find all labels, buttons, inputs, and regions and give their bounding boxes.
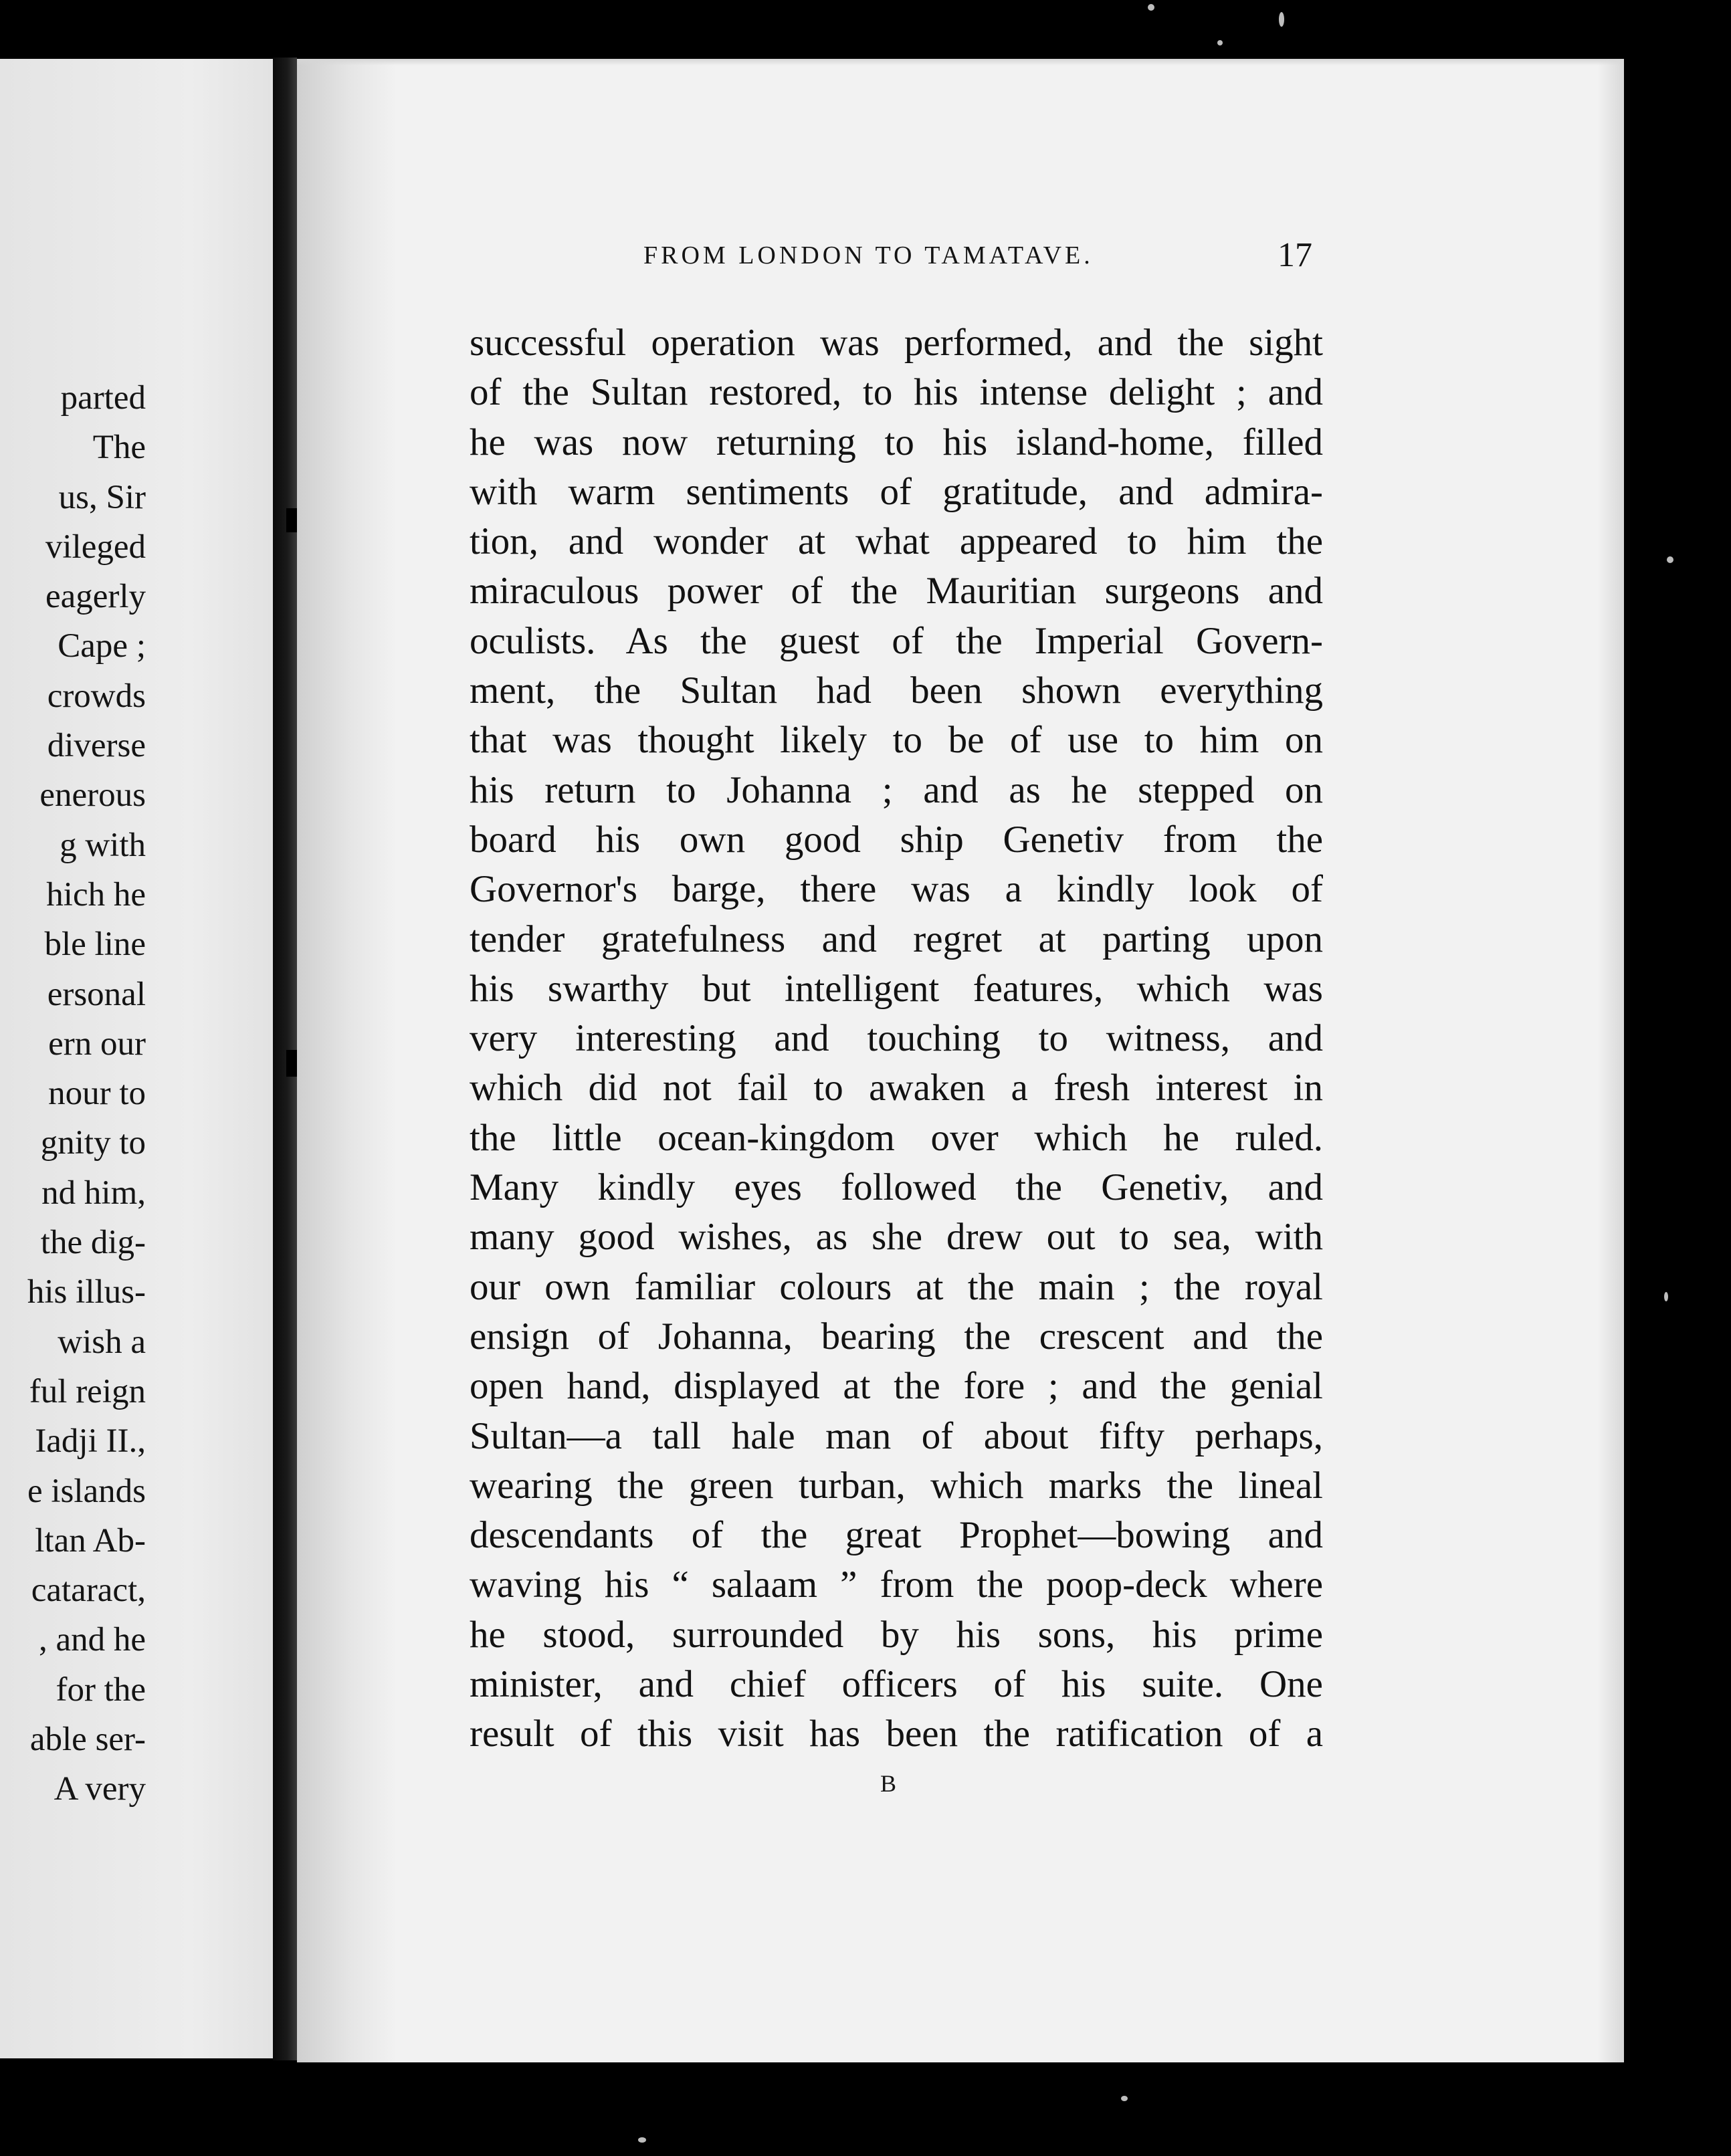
dust-speck [1279, 12, 1284, 27]
signature-mark: B [880, 1770, 897, 1797]
dust-speck [1664, 1292, 1668, 1301]
body-text-line: wearing the green turban, which marks the lineal [470, 1464, 1323, 1507]
body-text-line: ment, the Sultan had been shown everything [470, 669, 1323, 712]
body-text-line: Many kindly eyes followed the Genetiv, and [470, 1166, 1323, 1209]
body-text-line: result of this visit has been the ratification of a [470, 1713, 1323, 1755]
body-text-line: he stood, surrounded by his sons, his prime [470, 1613, 1323, 1656]
body-text-line: miraculous power of the Mauritian surgeons and [470, 570, 1323, 613]
body-text-line: oculists. As the guest of the Imperial Govern- [470, 619, 1323, 662]
body-text-line: of the Sultan restored, to his intense delight ; and [470, 371, 1323, 414]
body-text-line: our own familiar colours at the main ; the royal [470, 1265, 1323, 1308]
left-page-line: for the [56, 1670, 146, 1709]
body-text-line: very interesting and touching to witness, and [470, 1017, 1323, 1060]
body-text [470, 318, 1323, 1759]
dust-speck [1121, 2096, 1128, 2101]
body-text-line: Governor's barge, there was a kindly look of [470, 868, 1323, 911]
body-text-line: descendants of the great Prophet—bowing and [470, 1514, 1323, 1557]
body-text-line: tender gratefulness and regret at parting upon [470, 918, 1323, 960]
left-page-line: cataract, [31, 1572, 146, 1610]
dust-speck [1148, 4, 1154, 11]
left-page-line: gnity to [40, 1124, 146, 1162]
left-page-line: the dig- [40, 1224, 146, 1262]
left-page-line: The [92, 429, 146, 467]
left-page-line: nd him, [41, 1174, 146, 1212]
left-page-line: vileged [45, 528, 146, 566]
dust-speck [1667, 556, 1673, 563]
left-page-line: ble line [44, 926, 146, 964]
body-text-line: successful operation was performed, and the sight [470, 322, 1323, 364]
body-text-line: the little ocean-kingdom over which he ruled. [470, 1116, 1323, 1159]
left-page-line: parted [60, 379, 146, 417]
body-text-line: board his own good ship Genetiv from the [470, 818, 1323, 861]
left-page-line: ersonal [47, 975, 146, 1013]
page-number: 17 [1278, 236, 1312, 274]
left-page-line: us, Sir [58, 478, 146, 516]
left-page-line: his illus- [27, 1273, 146, 1311]
body-text-line: with warm sentiments of gratitude, and admira- [470, 470, 1323, 513]
page-right-edge [1597, 59, 1624, 2062]
left-page-line: hich he [46, 875, 146, 913]
body-text-line: open hand, displayed at the fore ; and the genial [470, 1365, 1323, 1408]
body-text-line: that was thought likely to be of use to him on [470, 719, 1323, 762]
left-page-line: diverse [47, 727, 146, 765]
left-page-line: Cape ; [58, 627, 146, 665]
left-page-line: eagerly [45, 578, 146, 616]
left-page-line: Iadji II., [35, 1422, 146, 1461]
left-facing-page [0, 59, 273, 2058]
body-text-line: Sultan—a tall hale man of about fifty perhaps, [470, 1414, 1323, 1457]
left-page-line: e islands [27, 1472, 146, 1510]
body-text-line: minister, and chief officers of his suite. One [470, 1663, 1323, 1706]
left-page-line: A very [54, 1770, 146, 1808]
body-text-line: his swarthy but intelligent features, which was [470, 967, 1323, 1010]
left-page-line: enerous [39, 776, 146, 815]
left-page-line: ltan Ab- [35, 1521, 146, 1559]
body-text-line: tion, and wonder at what appeared to him the [470, 520, 1323, 563]
body-text-line: he was now returning to his island-home, filled [470, 421, 1323, 463]
left-page-line: able ser- [29, 1721, 146, 1759]
running-title: FROM LONDON TO TAMATAVE. [643, 241, 1094, 270]
body-text-line: which did not fail to awaken a fresh interest in [470, 1067, 1323, 1109]
left-page-line: ern our [48, 1025, 146, 1063]
page-curve-shadow [297, 59, 397, 2062]
dust-speck [1217, 40, 1223, 45]
body-text-line: his return to Johanna ; and as he stepped on [470, 768, 1323, 811]
dust-speck [638, 2137, 646, 2143]
left-page-line: g with [60, 826, 146, 864]
left-page-line: wish a [58, 1323, 146, 1361]
page-top-edge [297, 59, 1624, 66]
left-page-line: ful reign [29, 1372, 146, 1410]
body-text-line: waving his “ salaam ” from the poop-deck where [470, 1564, 1323, 1606]
left-page-line: crowds [47, 677, 146, 715]
left-page-text-fragments [0, 373, 146, 1814]
body-text-line: many good wishes, as she drew out to sea, with [470, 1216, 1323, 1259]
body-text-line: ensign of Johanna, bearing the crescent and the [470, 1315, 1323, 1358]
left-page-line: nour to [48, 1075, 146, 1113]
left-page-line: , and he [38, 1621, 146, 1659]
